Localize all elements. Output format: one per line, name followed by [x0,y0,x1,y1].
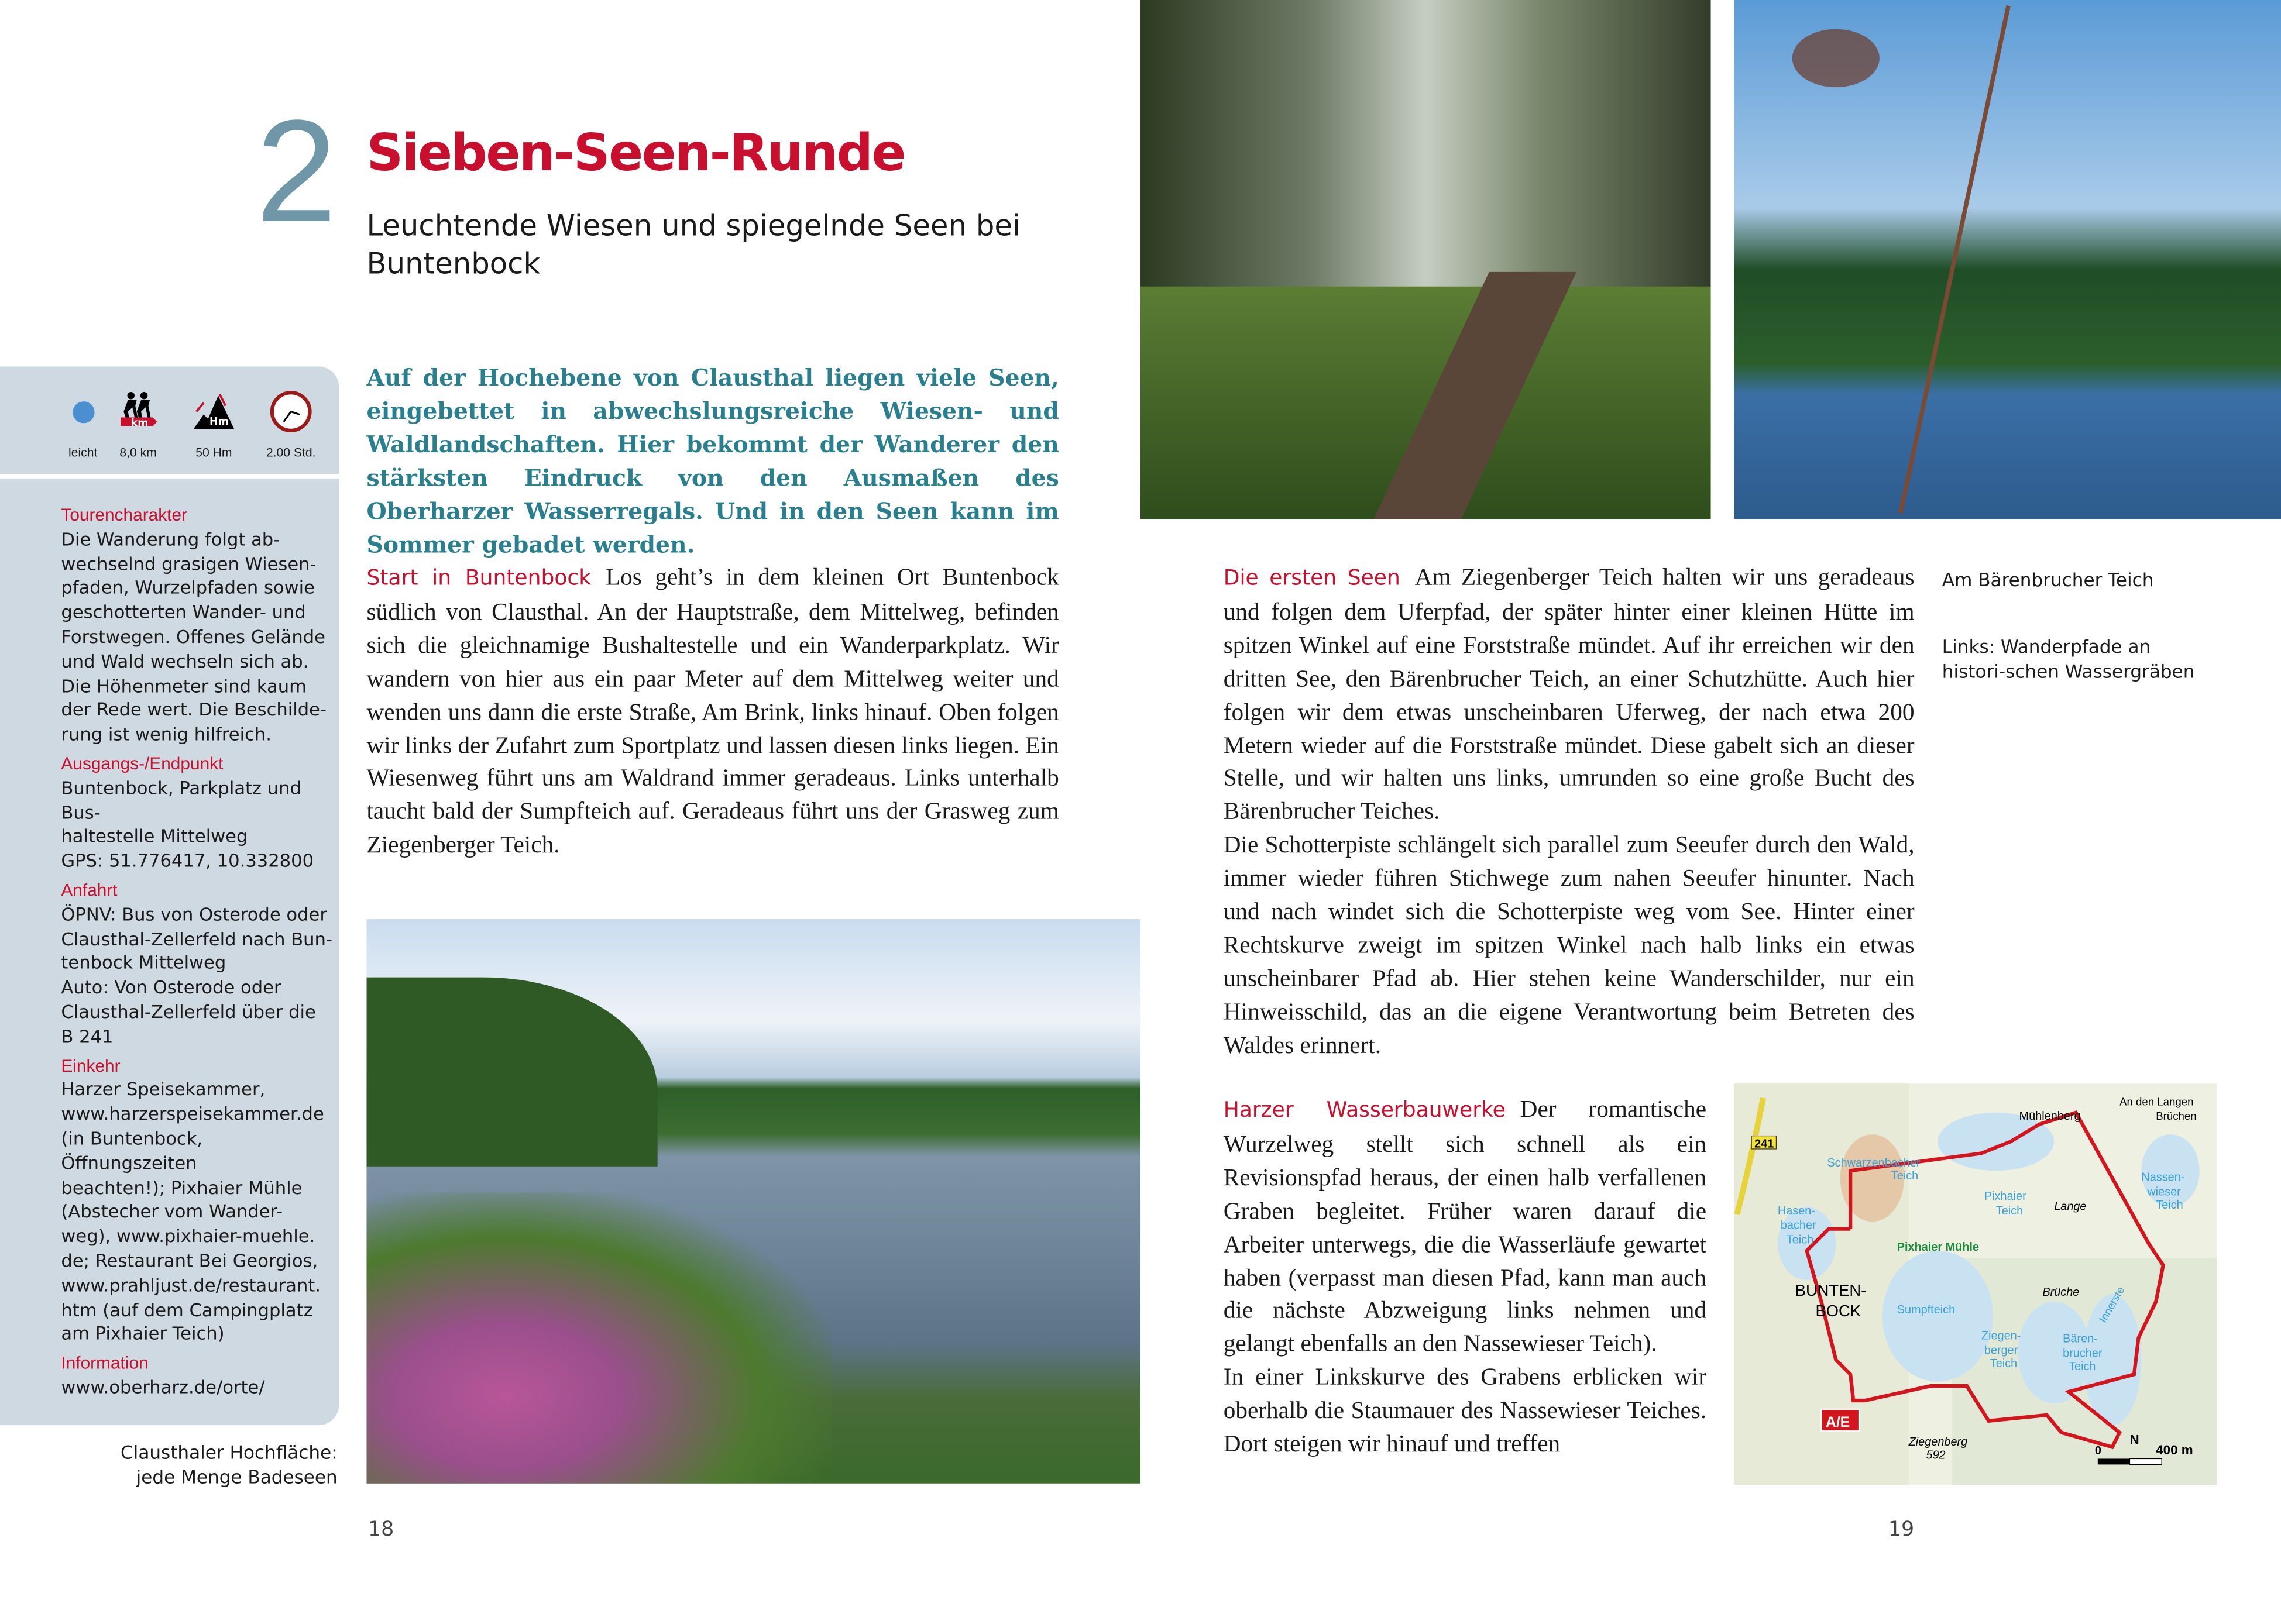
stat-label: 2.00 Std. [266,445,316,460]
section-water-works [1224,1093,1706,1461]
tour-number: 2 [256,90,337,253]
stat-label: 8,0 km [119,445,157,460]
stat-distance [106,390,170,459]
svg-text:An den Langen: An den Langen [2119,1095,2194,1108]
page-title: Sieben-Seen-Runde [366,125,905,184]
meadow-lake-photo [1734,0,2281,519]
stat-difficulty [51,390,115,459]
info-heading: Tourencharakter [61,504,187,525]
photo-caption: Links: Wanderpfade an histori-schen Wassergräben [1942,635,2195,682]
svg-text:Teich: Teich [1786,1233,1814,1247]
page-subtitle: Leuchtende Wiesen und spiegelnde Seen bei Buntenbock [366,208,1021,281]
section-text: In einer Linkskurve des Grabens erblicken wir oberhalb die Staumauer des Nassewieser Teiches. Dort steigen wir hinauf und treffen [1223,1363,1707,1458]
svg-text:brucher: brucher [2063,1347,2103,1360]
svg-text:wieser: wieser [2147,1185,2181,1199]
section-text: Los geht’s in dem kleinen Ort Buntenbock südlich von Clausthal. An der Hauptstraße, dem Mittelweg, befinden sich die gleichnamige Bushaltestelle und ein Wanderparkplatz. Wir wandern von hier aus ein paar Meter auf dem Mittelweg weiter und wenden uns dann die erste Straße, Am Brink, links hinauf. Oben folgen wir links der Zufahrt zum Sportplatz und lassen diesen links liegen. Ein Wiesenweg führt uns am Waldrand immer geradeaus. Links unterhalb taucht bald der Sumpfteich auf. Geradeaus führt uns der Grasweg zum Ziegenberger Teich. [366,563,1059,859]
stats-strip [0,366,339,478]
svg-text:400 m: 400 m [2156,1443,2193,1457]
svg-text:Ziegenberg: Ziegenberg [1908,1436,1968,1449]
svg-text:N: N [2129,1432,2139,1447]
svg-text:Ziegen-: Ziegen- [1981,1329,2021,1343]
svg-text:Sumpfteich: Sumpfteich [1897,1303,1956,1316]
svg-text:592: 592 [1926,1448,1946,1462]
svg-text:BUNTEN-: BUNTEN- [1795,1281,1867,1300]
svg-text:Hm: Hm [209,415,229,428]
section-start [366,562,1059,863]
section-heading: Die ersten Seen [1223,567,1400,591]
info-text: Harzer Speisekammer, www.harzerspeisekammer.de (in Buntenbock, Öffnungszeiten beachten!); Pixhaier Mühle (Abstecher vom Wander- weg), www.pixhaier-muehle. de; Restaurant Bei Georgios, www.prahljust.de/restaurant. htm (auf dem Campingplatz am Pixhaier Teich) [61,1079,324,1344]
svg-text:BOCK: BOCK [1815,1301,1861,1320]
svg-text:Teich: Teich [2069,1360,2096,1373]
svg-text:Nassen-: Nassen- [2141,1171,2185,1184]
lake-photo [366,919,1140,1484]
info-text: ÖPNV: Bus von Osterode oder Clausthal-Zellerfeld nach Bun- tenbock Mittelweg Auto: Von Osterode oder Clausthal-Zellerfeld über die B 241 [61,904,332,1047]
svg-text:Lange: Lange [2054,1200,2087,1213]
svg-text:Pixhaier Mühle: Pixhaier Mühle [1897,1240,1980,1254]
section-heading: Harzer Wasserbauwerke [1223,1099,1506,1123]
svg-text:Hasen-: Hasen- [1777,1204,1815,1217]
section-text: Die Schotterpiste schlängelt sich parallel zum Seeufer durch den Wald, immer wieder führen Stichwege zum nahen Seeufer hinunter. Nach und nach windet sich die Schotterpiste weg vom See. Hinter einer Rechtskurve zweigt im spitzen Winkel nach halb links ein etwas unscheinbarer Pfad ab. Hier stehen keine Wanderschilder, nur ein Hinweisschild, das an die eigene Verantwortung beim Betreten des Waldes erinnert. [1223,831,1915,1059]
svg-text:Schwarzenbacher: Schwarzenbacher [1827,1156,1921,1169]
route-map [1734,1083,2217,1485]
svg-text:0: 0 [2094,1444,2101,1457]
section-first-lakes [1224,562,1915,1063]
info-heading: Information [61,1353,149,1374]
info-heading: Einkehr [61,1055,121,1076]
stat-elevation [182,390,246,459]
mountain-hm-icon [192,391,236,432]
stat-label: 50 Hm [195,445,232,460]
info-heading: Ausgangs-/Endpunkt [61,753,224,774]
info-text: Die Wanderung folgt ab- wechselnd grasigen Wiesen- pfaden, Wurzelpfaden sowie geschotterten Wander- und Forstwegen. Offenes Gelände und Wald wechseln sich ab. Die Höhenmeter sind kaum der Rede wert. Die Beschilde- rung ist wenig hilfreich. [61,529,327,745]
tour-info-sidebar [0,366,339,1425]
section-text: Der romantische Wurzelweg stellt sich schnell als ein Revisionspfad heraus, der einen halb verfallenen Graben begleitet. Früher waren darauf die Arbeiter unterwegs, die die Wasserläufe gewartet haben (verpasst man diesen Pfad, kann man auch die nächste Abzweigung links nehmen und gelangt ebenfalls an den Nassewieser Teich). [1223,1095,1707,1358]
svg-text:Brüchen: Brüchen [2156,1110,2197,1123]
svg-text:Mühlenberg: Mühlenberg [2019,1110,2081,1123]
svg-text:berger: berger [1984,1344,2018,1357]
photo-caption: Am Bärenbrucher Teich [1942,569,2154,591]
photo-caption: Clausthaler Hochfläche: jede Menge Badeseen [120,1441,338,1488]
info-text: www.oberharz.de/orte/ [61,1377,265,1398]
svg-text:Innerste: Innerste [2096,1284,2127,1325]
svg-text:Teich: Teich [1995,1204,2024,1217]
svg-text:Bären-: Bären- [2063,1332,2098,1346]
lead-paragraph: Auf der Hochebene von Clausthal liegen viele Seen, eingebettet in abwechslungsreiche Wiesen- und Waldlandschaften. Hier bekommt der Wanderer den stärksten Eindruck von den Ausmaßen des Oberharzer Wasserregals. Und in den Seen kann im Sommer gebadet werden. [366,363,1059,559]
svg-text:Teich: Teich [1990,1357,2018,1370]
tour-info-list [61,503,334,1405]
page-number-right: 19 [1888,1518,1915,1542]
info-text: Buntenbock, Parkplatz und Bus- haltestelle Mittelweg GPS: 51.776417, 10.332800 [61,777,314,872]
svg-text:Brüche: Brüche [2042,1286,2080,1299]
difficulty-dot-icon [72,401,94,422]
section-heading: Start in Buntenbock [366,567,592,591]
svg-text:Pixhaier: Pixhaier [1984,1189,2026,1203]
page-number-left: 18 [367,1518,394,1542]
svg-text:km: km [130,417,149,429]
svg-text:Teich: Teich [1891,1169,1919,1183]
svg-text:241: 241 [1754,1137,1774,1151]
forest-path-photo [1140,0,1711,519]
clock-icon [269,390,313,433]
svg-text:Teich: Teich [2156,1198,2183,1212]
section-text: Am Ziegenberger Teich halten wir uns geradeaus und folgen dem Uferpfad, der später hinter einer kleinen Hütte im spitzen Winkel auf eine Forststraße mündet. Auf ihr erreichen wir den dritten See, den Bärenbrucher Teich, an einer Schutzhütte. Auch hier folgen wir dem etwas unscheinbaren Uferweg, der nach etwa 200 Metern wieder auf die Forststraße mündet. Diese gabelt sich an dieser Stelle, und wir halten uns links, umrunden so eine große Bucht des Bärenbrucher Teiches. [1223,563,1915,825]
hikers-km-icon [116,391,160,432]
stat-duration [259,390,323,459]
info-heading: Anfahrt [61,879,118,900]
stat-label: leicht [68,445,98,460]
svg-text:bacher: bacher [1780,1219,1816,1232]
svg-text:A/E: A/E [1825,1413,1850,1430]
